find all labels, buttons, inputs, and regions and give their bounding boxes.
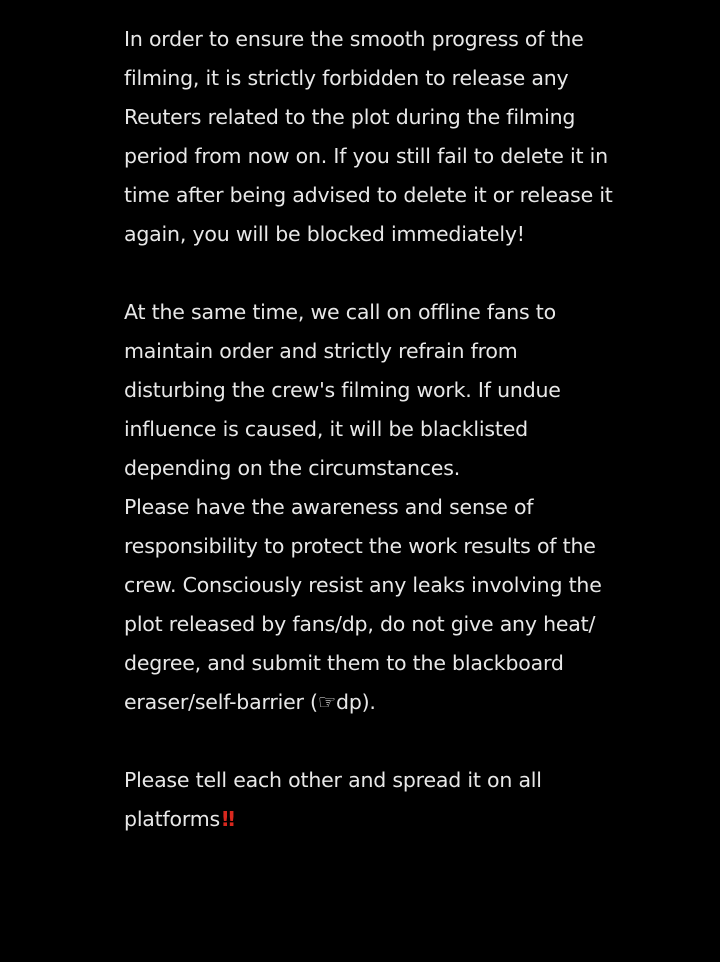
notice-paragraph-2 [124,293,694,722]
text-line: Please have the awareness and sense of [124,495,534,519]
text-line: At the same time, we call on offline fans to [124,300,556,324]
text-line: degree, and submit them to the blackboard [124,651,564,675]
notice-text [124,20,694,839]
text-line: responsibility to protect the work results of the [124,534,596,558]
text-line: again, you will be blocked immediately! [124,222,525,246]
paragraph-spacer [124,722,694,761]
text-line: plot released by fans/dp, do not give any heat/ [124,612,596,636]
text-line: influence is caused, it will be blacklisted [124,417,528,441]
text-line-last [124,800,694,839]
text-line: eraser/self-barrier (☞dp). [124,690,376,714]
notice-paragraph-1 [124,20,694,254]
paragraph-spacer [124,254,694,293]
notice-paragraph-3 [124,761,694,839]
text-line: crew. Consciously resist any leaks involving the [124,573,602,597]
text-line-content: platforms [124,807,220,831]
text-line: depending on the circumstances. [124,456,461,480]
text-line: In order to ensure the smooth progress of the [124,27,584,51]
text-line: Please tell each other and spread it on all [124,768,542,792]
text-line: filming, it is strictly forbidden to release any [124,66,569,90]
text-line: period from now on. If you still fail to delete it in [124,144,608,168]
text-line: maintain order and strictly refrain from [124,339,518,363]
text-line: Reuters related to the plot during the filming [124,105,576,129]
text-line: disturbing the crew's filming work. If undue [124,378,561,402]
double-exclamation-icon: ‼ [222,807,232,831]
text-line: time after being advised to delete it or release it [124,183,613,207]
